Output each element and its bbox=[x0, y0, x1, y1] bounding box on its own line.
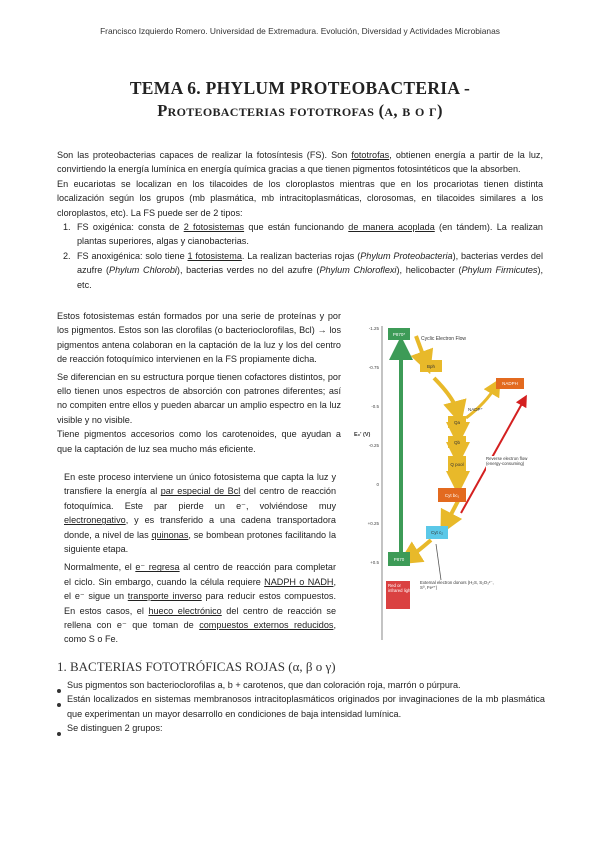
flow-arrow bbox=[408, 540, 431, 558]
reverse-flow-label: Reverse electron flow (energy-consuming) bbox=[486, 456, 528, 466]
cyclic-electron-flow-figure bbox=[346, 318, 546, 648]
node-label: NADPH bbox=[502, 381, 518, 386]
list-item: Sus pigmentos son bacterioclorofilas a, b + carotenos, que dan coloración roja, marrón o púrpura. bbox=[57, 678, 545, 692]
fs-types-list bbox=[57, 220, 543, 292]
y-tick: 0 bbox=[376, 482, 379, 487]
node-label: P870* bbox=[392, 332, 406, 337]
list-item: 2. FS anoxigénica: solo tiene 1 fotosistema. La realizan bacterias rojas (Phylum Proteobacteria), bacterias verdes del azufre (Phylum Chlorobi), bacterias verdes no del azufre (Phylum Chloroflexi), helicobacter (Phylum Firmicutes), etc. bbox=[63, 250, 544, 290]
left-column bbox=[57, 309, 341, 456]
box-paragraph-1: En este proceso interviene un único fotosistema que capta la luz y transfiere la energía al par especial de Bcl del centro de reacción fotoquímica. Este par pierde un e⁻, volviéndose muy electronegativo, y es transferido a una cadena transportadora donde, a nivel de las quinonas, se bombean protones facilitando la siguiente etapa. bbox=[64, 472, 336, 555]
left-paragraph-2: Se diferencian en su estructura porque tienen cofactores distintos, por ello tienen unos espectros de absorción con patrones diferentes; así no compiten entre ellos y pueden abarcar un amplio espectro en la luz visible y no visible. bbox=[57, 371, 341, 425]
nadp-label: NADP⁺ bbox=[468, 407, 483, 412]
list-item: 1. FS oxigénica: consta de 2 fotosistemas que están funcionando de manera acoplada (en tándem). La realizan plantas superiores, algas y cianobacterias. bbox=[63, 222, 543, 247]
figure-title: Cyclic Electron Flow bbox=[421, 336, 467, 342]
bullet-dot bbox=[57, 732, 61, 736]
process-box bbox=[56, 470, 336, 647]
node-label: P870 bbox=[393, 557, 405, 562]
node-label: Cyt bc₁ bbox=[444, 493, 460, 498]
node-label: Qa bbox=[453, 420, 461, 425]
list-item: Están localizados en sistemas membranosos intracitoplasmáticos originados por invaginaciones de la mb plasmática que experimentan un mayor desarrollo en condiciones de baja intensidad lumínica. bbox=[57, 692, 545, 721]
y-tick: -0.5 bbox=[371, 404, 379, 409]
intro-paragraph-1: Son las proteobacterias capaces de realizar la fotosíntesis (FS). Son fototrofas, obtienen energía a partir de la luz, convirtiendo la energía lumínica en energía química gracias a que tienen pigmentos fotosintéticos que la absorben. bbox=[57, 150, 544, 175]
node-label: Qb bbox=[453, 440, 461, 445]
y-tick: -0.75 bbox=[368, 365, 379, 370]
box-paragraph-2: Normalmente, el e⁻ regresa al centro de reacción para completar el ciclo. Sin embargo, cuando la célula requiere NADPH o NADH, el e⁻ sigue un transporte inverso para reducir estos compuestos. En estos casos, el hueco electrónico del centro de reacción se rellena con e⁻ que toman de compuestos externos reducidos, como S o Fe. bbox=[64, 562, 337, 645]
title-line-2: Proteobacterias fototrofas (α, β o γ) bbox=[157, 101, 443, 120]
y-tick: -1.25 bbox=[368, 326, 379, 331]
section-bullets bbox=[57, 678, 545, 736]
node-label: Bph bbox=[426, 364, 436, 369]
node-label: Cyt c₂ bbox=[431, 530, 443, 535]
flow-arrow bbox=[434, 378, 458, 413]
y-tick: +0.5 bbox=[370, 560, 379, 565]
page-header: Francisco Izquierdo Romero. Universidad de Extremadura. Evolución, Diversidad y Actividades Microbianas bbox=[100, 26, 500, 36]
donors-label: External electron donors (H₂S, S₂O₃²⁻, S⁰, Fe²⁺) bbox=[420, 580, 494, 590]
intro-paragraph-2: En eucariotas se localizan en los tilacoides de los cloroplastos mientras que en los procariotas tienen distinta localización según los grupos (mb plasmática, mb intracitoplasmáticas, clorosomas, en tilacoides similares a los cloroplastos, etc). La FS puede ser de 2 tipos: bbox=[57, 178, 543, 218]
light-label: Red or infrared light bbox=[388, 583, 412, 593]
y-tick: +0.25 bbox=[367, 521, 379, 526]
flow-arrow bbox=[466, 386, 496, 418]
title-line-1: TEMA 6. PHYLUM PROTEOBACTERIA - bbox=[129, 78, 471, 98]
section-heading: 1. BACTERIAS FOTOTRÓFICAS ROJAS (α, β o γ) bbox=[57, 659, 336, 674]
left-paragraph-1: Estos fotosistemas están formados por una serie de proteínas y por los pigmentos. Estos son las clorofilas (o bacterioclorofilas, Bcl) → los pigmentos antena colaboran en la captación de la luz y los del centro de reacción fotoquímico intervienen en la FS propiamente dicha. bbox=[57, 311, 341, 365]
left-paragraph-3: Tiene pigmentos accesorios como los carotenoides, que ayudan a que la captación de luz sea mucho más eficiente. bbox=[57, 429, 341, 454]
donor-arrow bbox=[436, 544, 441, 580]
bullet-dot bbox=[57, 703, 61, 707]
node-label: Q pool bbox=[450, 462, 464, 467]
y-axis-label: E₀' (V) bbox=[354, 432, 371, 438]
flow-arrow bbox=[446, 501, 458, 524]
intro bbox=[57, 148, 543, 292]
y-tick: -0.25 bbox=[368, 443, 379, 448]
list-item: Se distinguen 2 grupos: bbox=[57, 721, 545, 735]
